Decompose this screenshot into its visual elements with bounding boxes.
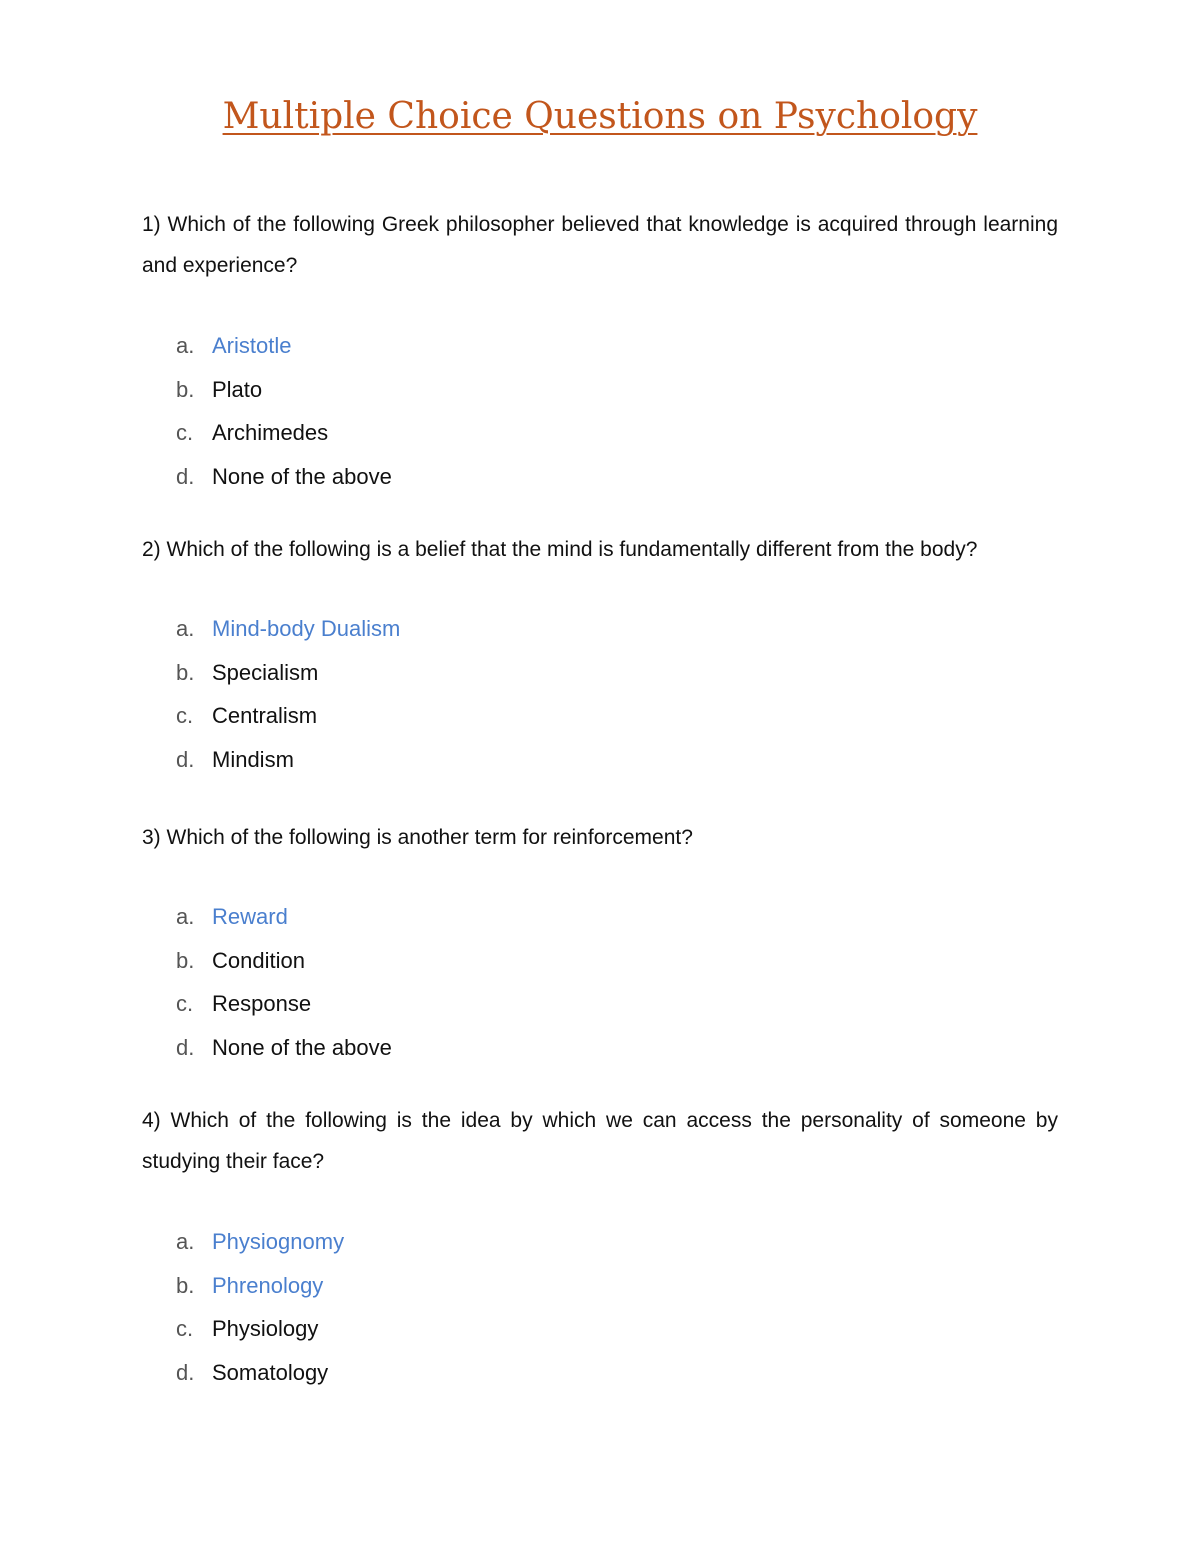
option-text: Physiology [212,1316,319,1342]
option-letter: c. [176,420,194,446]
option-text: Reward [212,903,288,929]
question-1-option-d [176,455,392,499]
option-letter: c. [176,991,194,1017]
option-text: Plato [212,376,263,402]
question-2-text: 2) Which of the following is a belief that the mind is fundamentally different from the body? [142,538,978,561]
question-3-text: 3) Which of the following is another term for reinforcement? [142,826,693,849]
question-4-option-c [176,1307,344,1351]
question-1-option-a [176,324,392,368]
option-text: Mindism [212,746,294,772]
option-letter: d. [176,1359,195,1385]
question-2-option-b [176,651,400,695]
option-letter: d. [176,463,195,489]
question-2-option-a [176,607,400,651]
option-letter: c. [176,1316,194,1342]
question-1-option-c [176,411,392,455]
question-2-options [176,607,400,782]
option-letter: d. [176,746,195,772]
option-letter: d. [176,1034,195,1060]
question-1-option-b [176,368,392,412]
question-3-option-b [176,939,392,983]
option-letter: b. [176,376,195,402]
question-2-option-c [176,694,400,738]
option-text: Archimedes [212,420,329,446]
option-text: Response [212,991,312,1017]
option-text: Phrenology [212,1272,324,1298]
option-text: Physiognomy [212,1228,345,1254]
question-4-option-d [176,1351,344,1395]
option-text: Condition [212,947,305,973]
question-3-option-c [176,982,392,1026]
option-letter: b. [176,1272,195,1298]
option-text: Somatology [212,1359,329,1385]
option-text: Specialism [212,659,319,685]
question-4-option-a [176,1220,344,1264]
question-4-text: 4) Which of the following is the idea by which we can access the personality of someone by studying their face? [142,1109,1058,1173]
option-letter: a. [176,903,195,929]
option-text: Aristotle [212,332,292,358]
question-2-option-d [176,738,400,782]
option-letter: a. [176,1228,195,1254]
option-text: Centralism [212,703,318,729]
option-letter: a. [176,615,195,641]
option-text: None of the above [212,1034,392,1060]
question-3-option-a [176,895,392,939]
question-3-option-d [176,1026,392,1070]
option-letter: a. [176,332,195,358]
question-4-options [176,1220,344,1395]
question-3-options [176,895,392,1070]
question-1-options [176,324,392,499]
option-letter: c. [176,703,194,729]
option-text: Mind-body Dualism [212,615,401,641]
option-letter: b. [176,659,195,685]
option-letter: b. [176,947,195,973]
question-4-option-b [176,1264,344,1308]
option-text: None of the above [212,463,392,489]
question-1-text: 1) Which of the following Greek philosopher believed that knowledge is acquired through learning and experience? [142,213,1058,277]
page-title: Multiple Choice Questions on Psychology [222,96,978,137]
